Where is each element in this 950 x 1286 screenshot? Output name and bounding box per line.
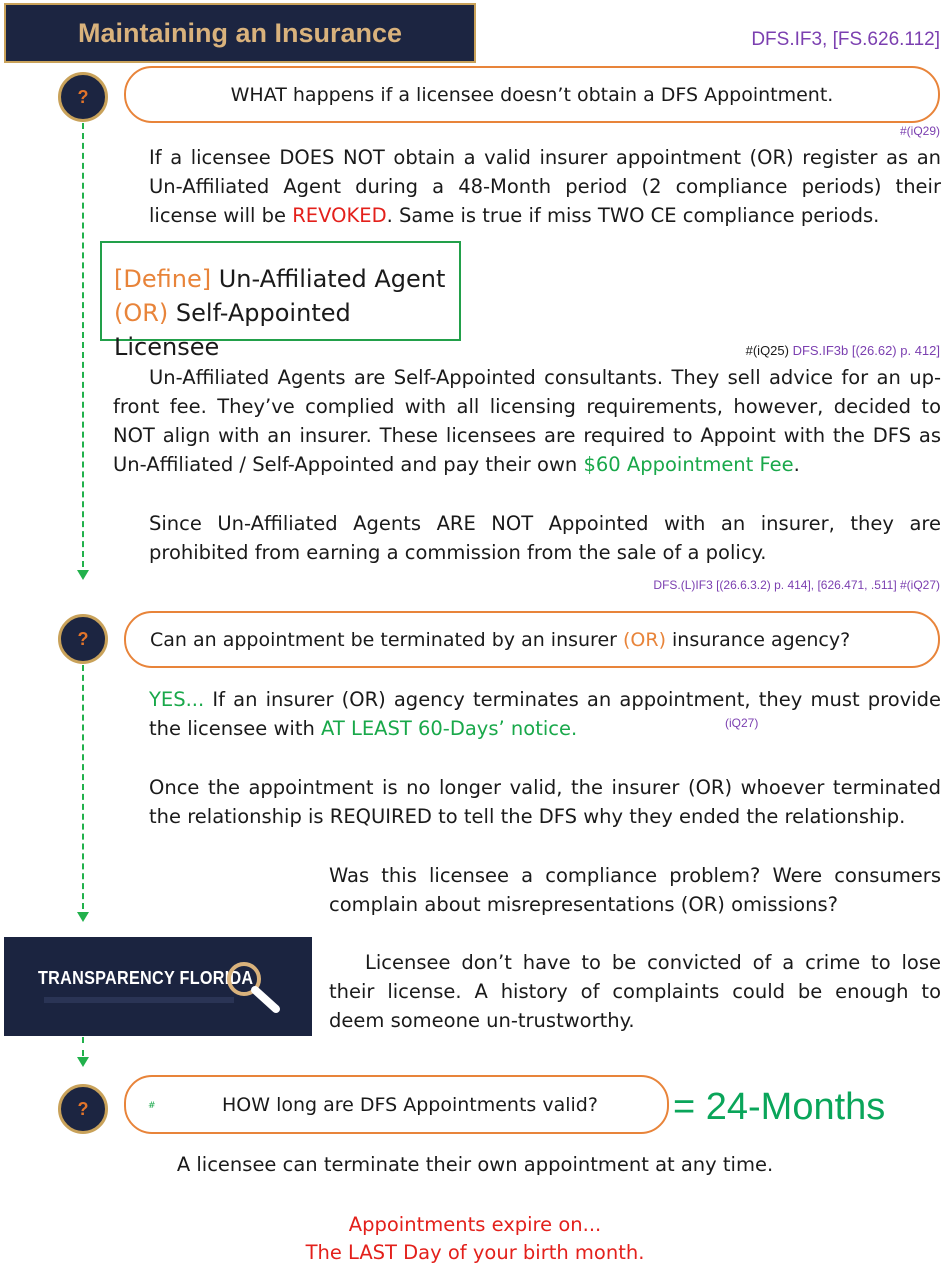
question-icon: ? bbox=[58, 72, 108, 122]
transparency-florida-logo: TRANSPARENCY FLORIDA bbox=[4, 937, 312, 1036]
question-icon: ? bbox=[58, 1084, 108, 1134]
header-reference: DFS.IF3, [FS.626.112] bbox=[751, 29, 940, 50]
question-text: WHAT happens if a licensee doesn’t obtain a DFS Appointment. bbox=[230, 83, 834, 106]
question-text: Can an appointment be terminated by an insurer (OR) insurance agency? bbox=[150, 628, 851, 651]
question-pill bbox=[124, 611, 940, 668]
revoked-highlight: REVOKED bbox=[292, 204, 387, 227]
magnifier-icon bbox=[222, 957, 284, 1015]
yes-highlight: YES... bbox=[149, 688, 205, 711]
fee-highlight: $60 Appointment Fee bbox=[583, 453, 794, 476]
logo-subtext-bar bbox=[44, 997, 234, 1003]
flow-line bbox=[82, 1037, 84, 1056]
answer-24-months: = 24-Months bbox=[673, 1086, 886, 1128]
question-pill: # HOW long are DFS Appointments valid? bbox=[124, 1075, 669, 1134]
terminate-note: A licensee can terminate their own appointment at any time. bbox=[176, 1153, 774, 1176]
complaints-paragraph: Licensee don’t have to be convicted of a crime to lose their license. A history of complaints could be enough to deem someone un-trustworthy. bbox=[329, 951, 941, 1032]
flow-arrow bbox=[77, 1057, 89, 1067]
notify-dfs-paragraph: Once the appointment is no longer valid, the insurer (OR) whoever terminated the relationship is REQUIRED to tell the DFS why they ended the relationship. bbox=[149, 776, 941, 828]
page-header bbox=[4, 3, 476, 63]
flow-line bbox=[82, 123, 84, 567]
reference-line-2: DFS.(L)IF3 [(26.6.3.2) p. 414], [626.471, .511] #(iQ27) bbox=[653, 578, 940, 592]
commission-paragraph: Since Un-Affiliated Agents ARE NOT Appointed with an insurer, they are prohibited from earning a commission from the sale of a policy. bbox=[149, 512, 941, 564]
question-pill bbox=[124, 66, 940, 123]
page-title: Maintaining an Insurance bbox=[77, 17, 403, 48]
question-icon: ? bbox=[58, 614, 108, 664]
flow-line bbox=[82, 665, 84, 909]
termination-paragraph: YES... If an insurer (OR) agency terminates an appointment, they must provide the licensee with AT LEAST 60-Days’ notice. bbox=[149, 688, 941, 740]
flow-arrow bbox=[77, 570, 89, 580]
expire-line-2: The LAST Day of your birth month. bbox=[305, 1241, 645, 1264]
answer-paragraph: If a licensee DOES NOT obtain a valid insurer appointment (OR) register as an Un-Affiliated Agent during a 48-Month period (2 compliance periods) their license will be REVOKED. Same is true if miss TWO CE compliance periods. bbox=[149, 146, 941, 227]
reference-line: #(iQ25) DFS.IF3b [(26.62) p. 412] bbox=[745, 343, 940, 358]
notice-highlight: AT LEAST 60-Days’ notice. bbox=[321, 717, 578, 740]
compliance-question-paragraph: Was this licensee a compliance problem? Were consumers complain about misrepresentations (OR) omissions? bbox=[329, 864, 941, 916]
unaffiliated-paragraph: Un-Affiliated Agents are Self-Appointed consultants. They sell advice for an up-front fee. They’ve complied with all licensing requirements, however, decided to NOT align with an insurer. These licensees are required to Appoint with the DFS as Un-Affiliated / Self-Appointed and pay their own $60 Appointment Fee. bbox=[113, 366, 941, 476]
termination-tag: (iQ27) bbox=[725, 716, 759, 730]
expire-line-1: Appointments expire on... bbox=[348, 1213, 602, 1236]
flow-arrow bbox=[77, 912, 89, 922]
question-text: HOW long are DFS Appointments valid? bbox=[222, 1094, 598, 1116]
question-tag: #(iQ29) bbox=[899, 124, 940, 138]
definition-box: [Define] Un-Affiliated Agent (OR) Self-Appointed Licensee bbox=[100, 241, 461, 341]
